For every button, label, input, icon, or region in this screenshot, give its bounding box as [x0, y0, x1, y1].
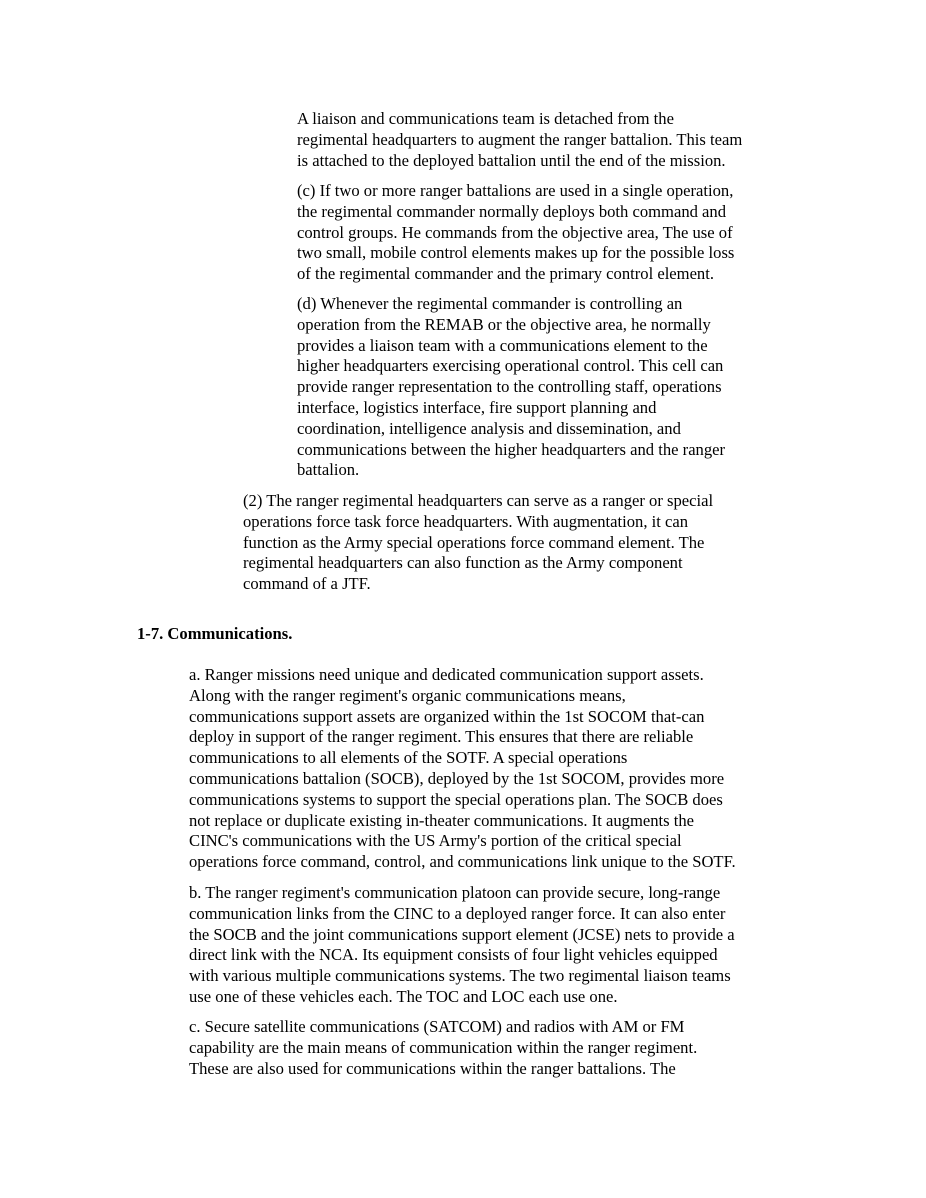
paragraph-a [189, 665, 736, 873]
text-line: two small, mobile control elements makes up for the possible loss [297, 243, 735, 263]
text-line: Along with the ranger regiment's organic communications means, [189, 685, 626, 705]
text-line: command of a JTF. [243, 574, 371, 594]
text-line: capability are the main means of communication within the ranger regiment. [189, 1037, 698, 1057]
text-line: c. Secure satellite communications (SATCOM) and radios with AM or FM [189, 1017, 685, 1036]
text-line: communication links from the CINC to a deployed ranger force. It can also enter [189, 903, 726, 923]
text-line: battalion. [297, 460, 360, 480]
text-line: operations force command, control, and communications link unique to the SOTF. [189, 852, 736, 872]
paragraph-c-sub [297, 181, 734, 285]
text-line: (2) The ranger regimental headquarters can serve as a ranger or special [243, 491, 714, 510]
text-line: deploy in support of the ranger regiment. This ensures that there are reliable [189, 727, 694, 747]
text-line: communications battalion (SOCB), deployed by the 1st SOCOM, provides more [189, 768, 725, 788]
text-line: use one of these vehicles each. The TOC and LOC each use one. [189, 986, 618, 1006]
text-line: the regimental commander normally deploys both command and [297, 201, 727, 221]
text-line: of the regimental commander and the primary control element. [297, 264, 714, 284]
text-line: provides a liaison team with a communications element to the [297, 335, 708, 355]
text-line: with various multiple communications systems. The two regimental liaison teams [189, 966, 731, 986]
paragraph-liaison-team [297, 109, 742, 171]
text-line: higher headquarters exercising operational control. This cell can [297, 356, 724, 376]
text-line: regimental headquarters to augment the ranger battalion. This team [297, 129, 743, 149]
paragraph-2 [243, 491, 713, 595]
text-line: A liaison and communications team is detached from the [297, 109, 674, 128]
text-line: communications support assets are organized within the 1st SOCOM that-can [189, 706, 705, 726]
text-line: direct link with the NCA. Its equipment consists of four light vehicles equipped [189, 945, 718, 965]
text-line: These are also used for communications within the ranger battalions. The [189, 1058, 676, 1078]
text-line: regimental headquarters can also function as the Army component [243, 553, 683, 573]
text-line: b. The ranger regiment's communication platoon can provide secure, long-range [189, 883, 721, 902]
paragraph-d-sub [297, 294, 725, 481]
text-line: communications between the higher headquarters and the ranger [297, 439, 726, 459]
section-heading: 1-7. Communications. [137, 624, 293, 643]
text-line: a. Ranger missions need unique and dedicated communication support assets. [189, 665, 704, 684]
text-line: (c) If two or more ranger battalions are used in a single operation, [297, 181, 734, 200]
text-line: communications to all elements of the SOTF. A special operations [189, 748, 628, 768]
text-line: the SOCB and the joint communications support element (JCSE) nets to provide a [189, 924, 735, 944]
text-line: interface, logistics interface, fire support planning and [297, 397, 657, 417]
text-line: (d) Whenever the regimental commander is controlling an [297, 294, 683, 313]
text-line: provide ranger representation to the controlling staff, operations [297, 377, 722, 397]
text-line: function as the Army special operations force command element. The [243, 532, 705, 552]
paragraph-b [189, 883, 735, 1008]
text-line: operation from the REMAB or the objective area, he normally [297, 314, 711, 334]
text-line: is attached to the deployed battalion until the end of the mission. [297, 150, 726, 170]
text-line: not replace or duplicate existing in-theater communications. It augments the [189, 810, 695, 830]
text-line: CINC's communications with the US Army's portion of the critical special [189, 831, 682, 851]
paragraph-c [189, 1017, 697, 1079]
text-line: control groups. He commands from the objective area, The use of [297, 222, 733, 242]
text-line: communications systems to support the special operations plan. The SOCB does [189, 789, 723, 809]
text-line: coordination, intelligence analysis and dissemination, and [297, 418, 681, 438]
text-line: operations force task force headquarters. With augmentation, it can [243, 511, 689, 531]
